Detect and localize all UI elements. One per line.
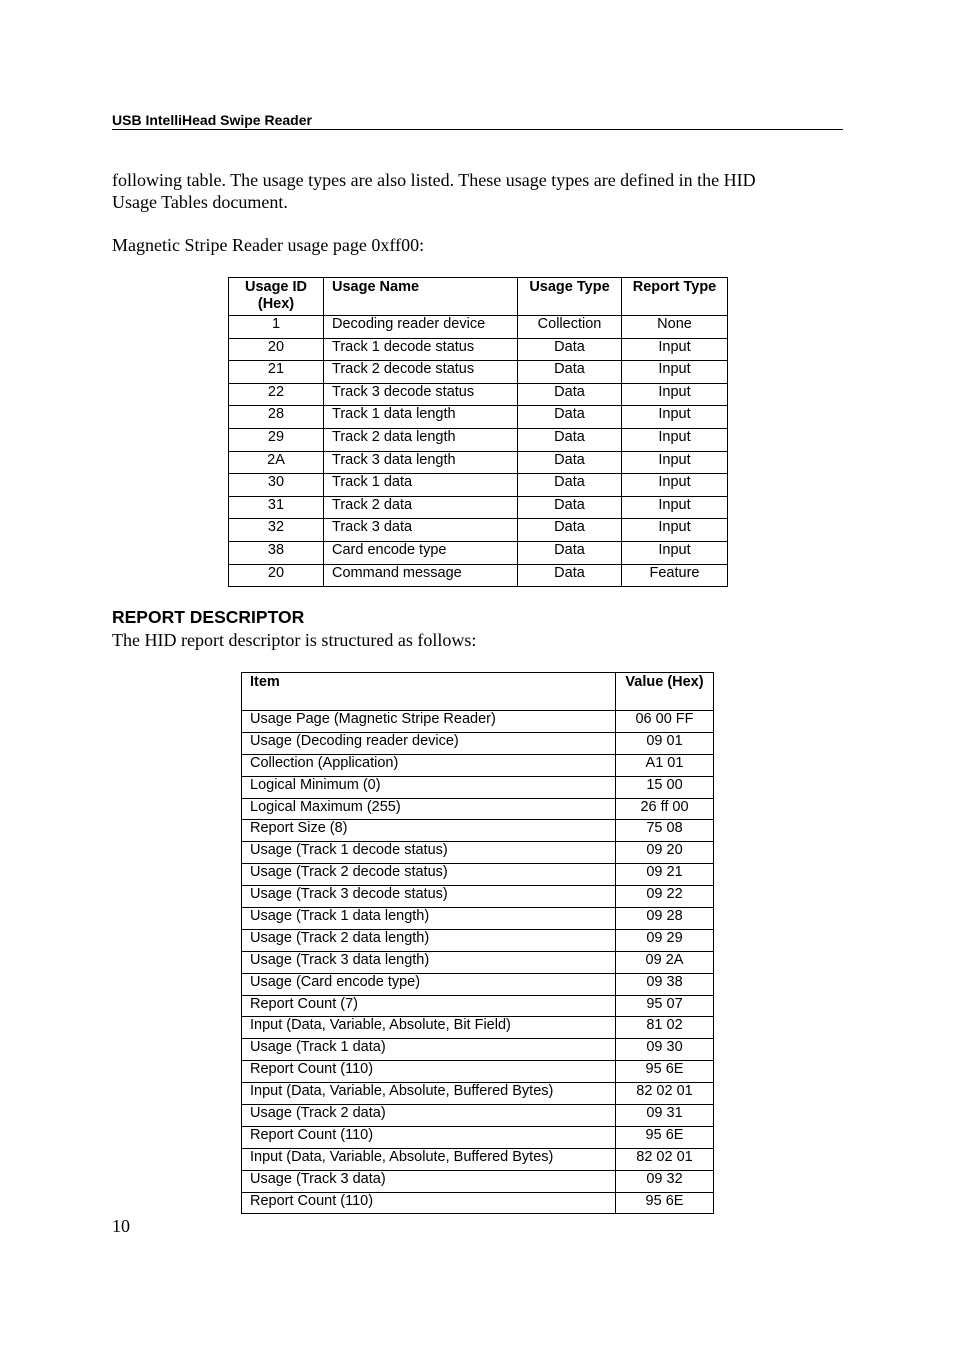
table-row — [242, 973, 714, 995]
cell-report-type: Input — [622, 383, 728, 406]
cell-item: Report Count (110) — [242, 1061, 616, 1083]
cell-usage-id: 1 — [229, 316, 324, 339]
usage-table-header-row — [229, 278, 728, 316]
usage-table-body — [229, 316, 728, 587]
cell-item: Report Size (8) — [242, 820, 616, 842]
table-row — [229, 474, 728, 497]
table-row — [242, 1126, 714, 1148]
cell-value: 09 30 — [616, 1039, 714, 1061]
report-descriptor-table — [241, 672, 714, 1214]
cell-value: 82 02 01 — [616, 1148, 714, 1170]
intro-paragraph — [112, 169, 812, 213]
header-usage-type: Usage Type — [518, 278, 622, 316]
page-number: 10 — [112, 1216, 130, 1236]
table-row — [242, 711, 714, 733]
cell-item: Usage Page (Magnetic Stripe Reader) — [242, 711, 616, 733]
cell-item: Usage (Track 3 decode status) — [242, 886, 616, 908]
usage-table — [228, 277, 728, 587]
cell-report-type: Input — [622, 338, 728, 361]
cell-value: 95 6E — [616, 1192, 714, 1214]
table-row — [229, 564, 728, 587]
cell-value: 09 29 — [616, 929, 714, 951]
table-row — [242, 1170, 714, 1192]
descriptor-table-header-row — [242, 673, 714, 711]
cell-usage-name: Track 2 data — [324, 496, 518, 519]
table-row — [242, 864, 714, 886]
table-row — [242, 995, 714, 1017]
header-usage-id: Usage ID (Hex) — [229, 278, 324, 316]
cell-item: Usage (Track 1 data) — [242, 1039, 616, 1061]
cell-value: 75 08 — [616, 820, 714, 842]
table-row — [242, 886, 714, 908]
cell-item: Usage (Track 3 data) — [242, 1170, 616, 1192]
table-row — [242, 908, 714, 930]
cell-item: Input (Data, Variable, Absolute, Bit Field) — [242, 1017, 616, 1039]
header-report-type: Report Type — [622, 278, 728, 316]
table-row — [229, 383, 728, 406]
cell-value: 09 32 — [616, 1170, 714, 1192]
cell-value: 09 38 — [616, 973, 714, 995]
cell-usage-type: Data — [518, 564, 622, 587]
cell-report-type: None — [622, 316, 728, 339]
cell-value: 09 01 — [616, 732, 714, 754]
table-row — [229, 519, 728, 542]
table-row — [242, 798, 714, 820]
cell-value: 09 31 — [616, 1105, 714, 1127]
cell-usage-name: Track 1 data — [324, 474, 518, 497]
cell-usage-id: 28 — [229, 406, 324, 429]
cell-item: Usage (Track 3 data length) — [242, 951, 616, 973]
table-row — [242, 1017, 714, 1039]
cell-item: Logical Maximum (255) — [242, 798, 616, 820]
cell-usage-id: 2A — [229, 451, 324, 474]
cell-value: 95 6E — [616, 1061, 714, 1083]
cell-report-type: Input — [622, 361, 728, 384]
cell-report-type: Input — [622, 428, 728, 451]
cell-usage-type: Data — [518, 406, 622, 429]
table-row — [242, 732, 714, 754]
cell-usage-type: Data — [518, 541, 622, 564]
cell-usage-type: Data — [518, 383, 622, 406]
cell-usage-id: 31 — [229, 496, 324, 519]
section-description: The HID report descriptor is structured as follows: — [112, 630, 477, 650]
cell-usage-type: Data — [518, 519, 622, 542]
table-row — [242, 776, 714, 798]
cell-usage-name: Track 3 decode status — [324, 383, 518, 406]
cell-report-type: Input — [622, 406, 728, 429]
table-row — [229, 406, 728, 429]
cell-report-type: Input — [622, 541, 728, 564]
table-row — [242, 754, 714, 776]
cell-item: Report Count (110) — [242, 1192, 616, 1214]
cell-report-type: Feature — [622, 564, 728, 587]
cell-item: Usage (Track 2 data) — [242, 1105, 616, 1127]
cell-usage-id: 38 — [229, 541, 324, 564]
descriptor-table-body — [242, 711, 714, 1214]
table-row — [242, 929, 714, 951]
cell-value: 15 00 — [616, 776, 714, 798]
cell-usage-name: Track 2 decode status — [324, 361, 518, 384]
cell-value: 82 02 01 — [616, 1083, 714, 1105]
cell-usage-name: Card encode type — [324, 541, 518, 564]
table-row — [242, 820, 714, 842]
cell-value: A1 01 — [616, 754, 714, 776]
cell-item: Usage (Track 1 data length) — [242, 908, 616, 930]
table-row — [229, 428, 728, 451]
cell-item: Input (Data, Variable, Absolute, Buffered Bytes) — [242, 1148, 616, 1170]
cell-usage-id: 20 — [229, 564, 324, 587]
cell-item: Input (Data, Variable, Absolute, Buffered Bytes) — [242, 1083, 616, 1105]
table-row — [242, 842, 714, 864]
section-title: REPORT DESCRIPTOR — [112, 607, 305, 627]
cell-usage-id: 22 — [229, 383, 324, 406]
cell-report-type: Input — [622, 519, 728, 542]
cell-usage-type: Data — [518, 451, 622, 474]
header-value: Value (Hex) — [616, 673, 714, 711]
cell-value: 09 20 — [616, 842, 714, 864]
cell-report-type: Input — [622, 451, 728, 474]
table-row — [242, 1105, 714, 1127]
table-row — [242, 1061, 714, 1083]
cell-item: Usage (Decoding reader device) — [242, 732, 616, 754]
cell-value: 81 02 — [616, 1017, 714, 1039]
cell-usage-id: 29 — [229, 428, 324, 451]
table-row — [242, 1039, 714, 1061]
usage-page-label: Magnetic Stripe Reader usage page 0xff00: — [112, 235, 425, 255]
table-row — [229, 541, 728, 564]
cell-usage-name: Track 1 decode status — [324, 338, 518, 361]
table-row — [229, 316, 728, 339]
header-item: Item — [242, 673, 616, 711]
table-row — [242, 1148, 714, 1170]
intro-line-1: following table. The usage types are also listed. These usage types are defined in the HID — [112, 170, 756, 190]
cell-value: 95 07 — [616, 995, 714, 1017]
cell-report-type: Input — [622, 474, 728, 497]
cell-usage-type: Data — [518, 338, 622, 361]
cell-item: Usage (Track 1 decode status) — [242, 842, 616, 864]
header-usage-name: Usage Name — [324, 278, 518, 316]
cell-value: 95 6E — [616, 1126, 714, 1148]
cell-item: Logical Minimum (0) — [242, 776, 616, 798]
cell-value: 09 28 — [616, 908, 714, 930]
cell-usage-id: 32 — [229, 519, 324, 542]
cell-item: Collection (Application) — [242, 754, 616, 776]
cell-usage-name: Track 2 data length — [324, 428, 518, 451]
table-row — [229, 451, 728, 474]
cell-value: 09 22 — [616, 886, 714, 908]
table-row — [242, 1083, 714, 1105]
table-row — [242, 1192, 714, 1214]
cell-value: 26 ff 00 — [616, 798, 714, 820]
cell-usage-type: Data — [518, 474, 622, 497]
cell-item: Report Count (110) — [242, 1126, 616, 1148]
cell-item: Usage (Track 2 decode status) — [242, 864, 616, 886]
cell-value: 09 2A — [616, 951, 714, 973]
cell-usage-name: Decoding reader device — [324, 316, 518, 339]
intro-line-2: Usage Tables document. — [112, 192, 288, 212]
cell-usage-id: 21 — [229, 361, 324, 384]
cell-usage-name: Command message — [324, 564, 518, 587]
cell-usage-name: Track 3 data length — [324, 451, 518, 474]
cell-item: Report Count (7) — [242, 995, 616, 1017]
cell-usage-type: Collection — [518, 316, 622, 339]
table-row — [242, 951, 714, 973]
cell-report-type: Input — [622, 496, 728, 519]
table-row — [229, 361, 728, 384]
cell-usage-id: 30 — [229, 474, 324, 497]
cell-usage-type: Data — [518, 496, 622, 519]
cell-item: Usage (Card encode type) — [242, 973, 616, 995]
table-row — [229, 338, 728, 361]
cell-usage-name: Track 1 data length — [324, 406, 518, 429]
cell-usage-name: Track 3 data — [324, 519, 518, 542]
cell-usage-id: 20 — [229, 338, 324, 361]
running-header: USB IntelliHead Swipe Reader — [112, 112, 843, 130]
table-row — [229, 496, 728, 519]
cell-usage-type: Data — [518, 361, 622, 384]
cell-value: 09 21 — [616, 864, 714, 886]
cell-usage-type: Data — [518, 428, 622, 451]
cell-item: Usage (Track 2 data length) — [242, 929, 616, 951]
cell-value: 06 00 FF — [616, 711, 714, 733]
